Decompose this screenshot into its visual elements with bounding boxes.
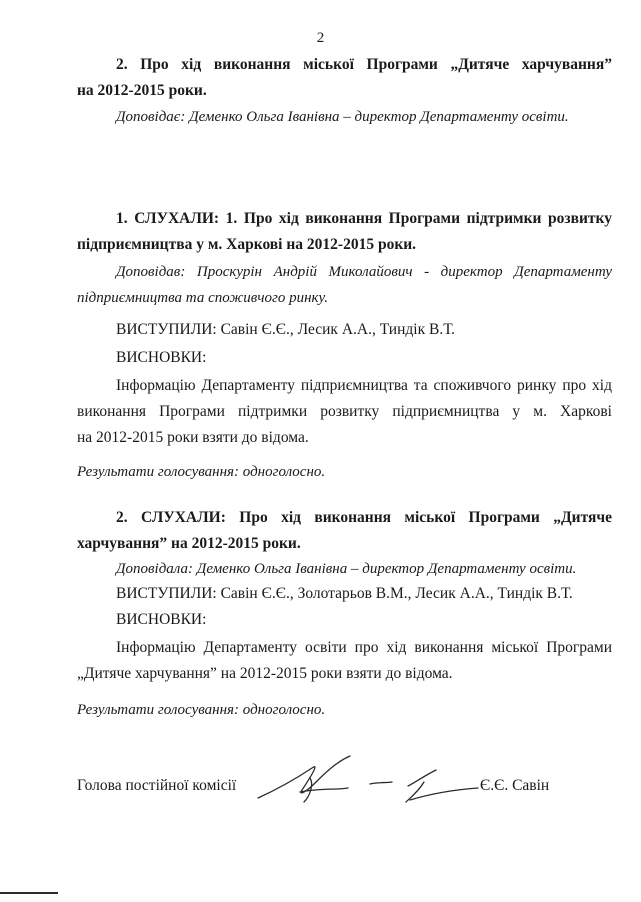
heard-2-speaker: Доповідала: Деменко Ольга Іванівна – директор Департаменту освіти. bbox=[116, 561, 577, 577]
heard-2-title-line1: 2. СЛУХАЛИ: Про хід виконання міської Програми „Дитяче bbox=[116, 509, 612, 526]
heard-1-conclusions-label: ВИСНОВКИ: bbox=[116, 349, 207, 366]
heard-1-title-line1: 1. СЛУХАЛИ: 1. Про хід виконання Програми підтримки розвитку bbox=[116, 210, 612, 227]
heard-1-speaker-line1: Доповідав: Проскурін Андрій Миколайович - директор Департаменту bbox=[116, 264, 612, 280]
heard-1-vote: Результати голосування: одноголосно. bbox=[77, 464, 326, 480]
agenda-item-2-title-line1: 2. Про хід виконання міської Програми „Дитяче харчування” bbox=[116, 56, 612, 73]
heard-1-conclusion-line1: Інформацію Департаменту підприємництва та споживчого ринку про хід bbox=[116, 377, 612, 394]
heard-2-conclusions-label: ВИСНОВКИ: bbox=[116, 611, 207, 628]
heard-2-conclusion-line1: Інформацію Департаменту освіти про хід виконання міської Програми bbox=[116, 639, 612, 656]
heard-1-conclusion-line3: на 2012-2015 роки взяти до відома. bbox=[77, 429, 309, 446]
heard-1-title-line2: підприємництва у м. Харкові на 2012-2015 роки. bbox=[77, 236, 417, 253]
heard-2-title-line2: харчування” на 2012-2015 роки. bbox=[77, 535, 301, 552]
heard-2-conclusion-line2: „Дитяче харчування” на 2012-2015 роки взяти до відома. bbox=[77, 665, 453, 682]
heard-1-speaker-line2: підприємництва та споживчого ринку. bbox=[77, 290, 328, 306]
signature-role: Голова постійної комісії bbox=[77, 777, 237, 794]
heard-1-conclusion-line2: виконання Програми підтримки розвитку підприємництва у м. Харкові bbox=[77, 403, 612, 420]
page-number: 2 bbox=[316, 30, 325, 46]
heard-1-spoke: ВИСТУПИЛИ: Савін Є.Є., Лесик А.А., Тиндік В.Т. bbox=[116, 321, 455, 338]
scan-edge-mark bbox=[0, 892, 58, 894]
heard-2-vote: Результати голосування: одноголосно. bbox=[77, 702, 326, 718]
handwritten-signature bbox=[240, 748, 480, 812]
heard-2-spoke: ВИСТУПИЛИ: Савін Є.Є., Золотарьов В.М., Лесик А.А., Тиндік В.Т. bbox=[116, 585, 573, 602]
agenda-item-2-speaker: Доповідає: Деменко Ольга Іванівна – директор Департаменту освіти. bbox=[116, 109, 569, 125]
agenda-item-2-title-line2: на 2012-2015 роки. bbox=[77, 82, 207, 99]
signature-name: Є.Є. Савін bbox=[480, 777, 550, 794]
